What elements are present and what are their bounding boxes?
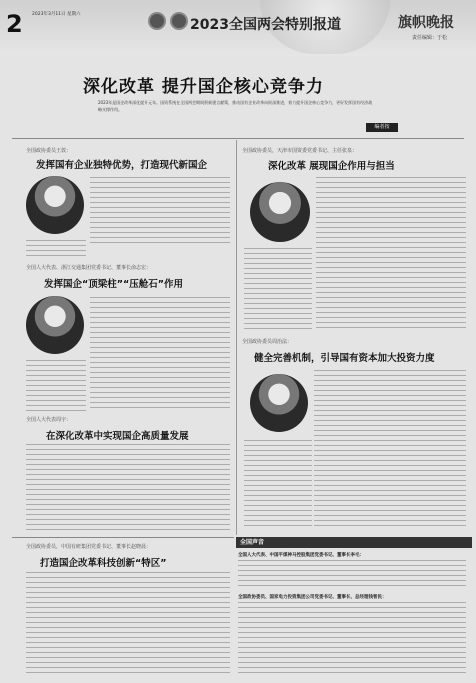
article-3-label: 全国人大代表周宇： xyxy=(26,417,72,423)
article-2-label: 全国人大代表、浙江交通集团党委书记、董事长俞志宏： xyxy=(26,265,152,271)
issue-date: 2023年3月11日 星期六 xyxy=(32,12,81,17)
national-emblem-icon xyxy=(148,12,166,30)
article-text xyxy=(90,297,230,412)
article-4-label: 全国政协委员，中国有研集团党委书记、董事长赵晓晨： xyxy=(26,544,152,550)
voice-item-title: 全国政协委员、国家电力投资集团公司党委书记、董事长、总经理钱智民： xyxy=(238,595,387,600)
column-divider xyxy=(236,140,237,535)
portrait-photo xyxy=(26,296,84,354)
voice-item-title: 全国人大代表、中国平煤神马控股集团党委书记、董事长李毛： xyxy=(238,553,364,558)
article-text xyxy=(314,370,466,530)
portrait-photo xyxy=(250,374,308,432)
article-text xyxy=(26,360,86,412)
article-6-label: 全国政协委员周治法： xyxy=(242,339,293,345)
newspaper-name: 旗帜晚报 xyxy=(398,15,454,31)
section-divider xyxy=(12,138,464,139)
article-text xyxy=(26,444,230,532)
article-text xyxy=(26,240,86,258)
article-text xyxy=(244,440,312,530)
section-divider xyxy=(12,537,234,538)
article-text xyxy=(244,248,312,332)
main-headline: 深化改革 提升国企核心竞争力 xyxy=(83,77,324,97)
article-text xyxy=(26,572,230,676)
voice-section-banner: 全国声音 xyxy=(236,537,472,548)
portrait-photo xyxy=(250,182,310,242)
article-1-label: 全国政协委员王敦： xyxy=(26,148,72,154)
article-6-title: 健全完善机制，引导国有资本加大投资力度 xyxy=(254,353,435,364)
article-3-title: 在深化改革中实现国企高质量发展 xyxy=(46,431,189,442)
article-4-title: 打造国企改革科技创新“特区” xyxy=(40,558,167,569)
article-5-title: 深化改革 展现国企作用与担当 xyxy=(268,161,395,172)
page-number: 2 xyxy=(6,10,23,38)
article-1-title: 发挥国有企业独特优势，打造现代新国企 xyxy=(36,160,208,171)
article-2-title: 发挥国企“顶梁柱”“压舱石”作用 xyxy=(44,279,183,290)
special-report-title: 2023全国两会特别报道 xyxy=(190,17,341,33)
editor-note-badge: 编者按 xyxy=(366,123,398,132)
article-text xyxy=(90,177,230,247)
voice-item-text xyxy=(238,560,466,590)
article-5-label: 全国政协委员，天津市国资委党委书记、主任张泉： xyxy=(242,148,358,154)
portrait-photo xyxy=(26,176,84,234)
page-editor: 责任编辑：于松 xyxy=(412,35,448,41)
page-header xyxy=(0,0,476,56)
party-emblem-icon xyxy=(170,12,188,30)
article-text xyxy=(316,177,466,332)
voice-item-text xyxy=(238,602,466,676)
intro-paragraph: 2023年是国企改革深化提升元年。国资系统在全国两会期间积极建言献策，推动国有企业改革向纵深推进，着力提升国企核心竞争力，更好发挥国有经济战略支撑作用。 xyxy=(98,100,373,112)
